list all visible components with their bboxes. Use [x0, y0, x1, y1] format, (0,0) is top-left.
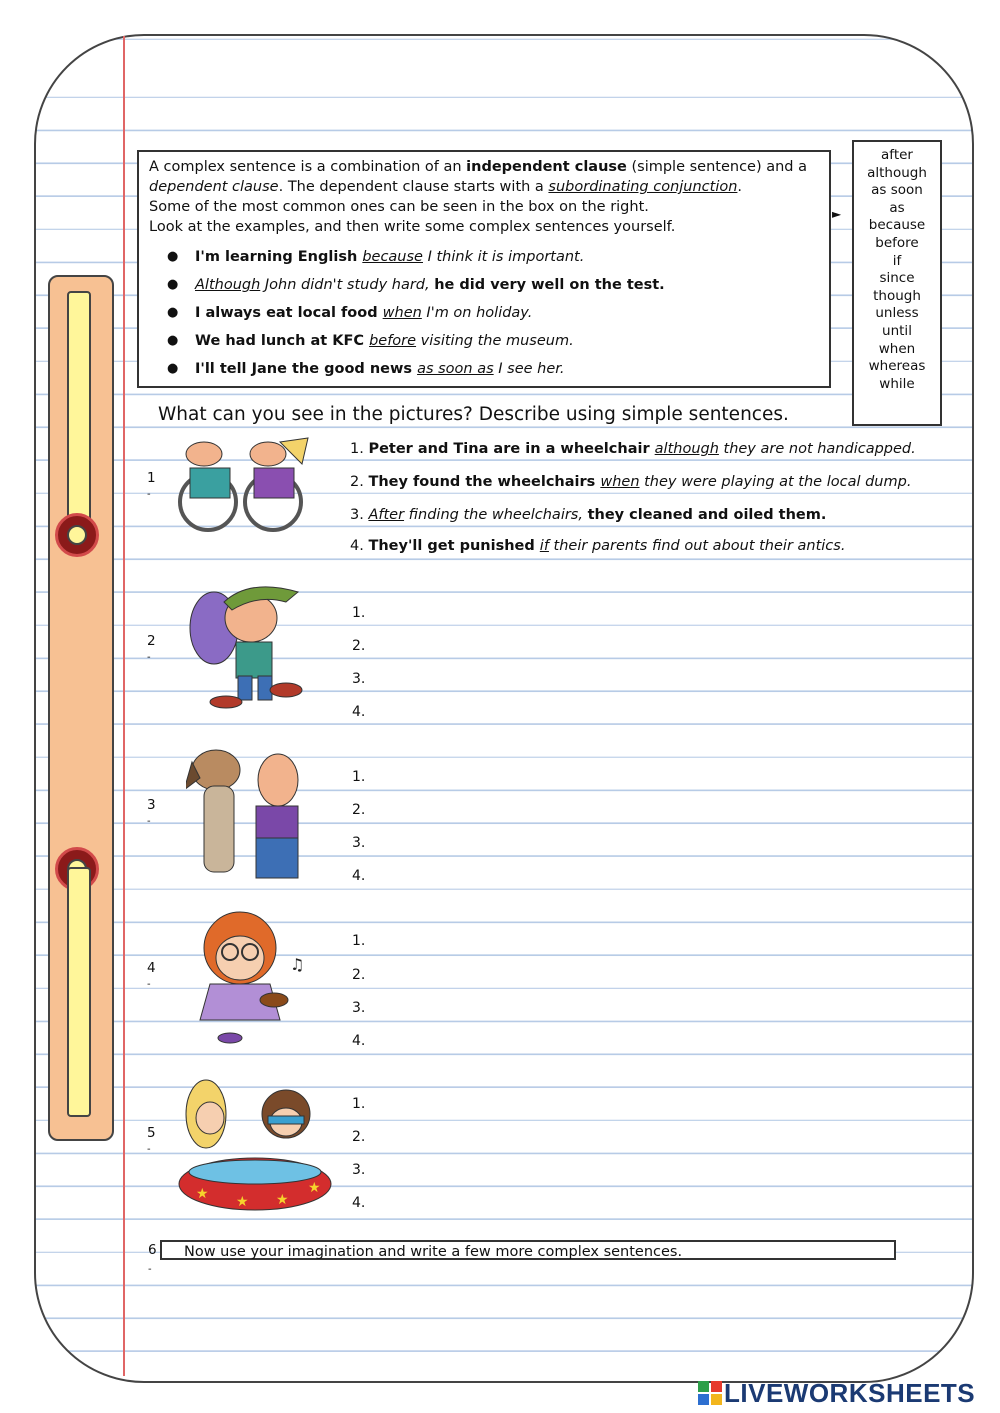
binder-clip — [48, 275, 114, 1141]
conjunction: unless — [875, 305, 919, 322]
intro-line-3: Look at the examples, and then write some complex sentences yourself. — [149, 219, 676, 235]
section-number: 4 - — [147, 960, 156, 990]
conjunction: when — [878, 340, 916, 357]
conjunction: while — [879, 375, 915, 392]
brand-logo: LIVEWORKSHEETS — [698, 1378, 975, 1409]
conjunction: because — [868, 217, 926, 234]
margin-line — [123, 36, 125, 1376]
example-4: ● We had lunch at KFC before visiting the museum. — [149, 327, 819, 355]
dog-and-man-picture — [186, 740, 316, 885]
conjunction: whereas — [868, 358, 926, 375]
conjunction: after — [881, 147, 913, 163]
svg-text:♫: ♫ — [290, 955, 305, 974]
conjunction: before — [875, 234, 919, 251]
answer-label: 4. — [352, 868, 366, 884]
answer-label: 1. — [352, 933, 366, 949]
conjunctions-box — [852, 140, 942, 426]
hiker-boy-picture — [186, 578, 316, 710]
example-1: ● I'm learning English because I think it is important. — [149, 243, 819, 271]
section-number: 6 - — [148, 1242, 157, 1275]
conjunction: though — [873, 287, 921, 304]
final-prompt-box: Now use your imagination and write a few more complex sentences. — [160, 1240, 896, 1260]
svg-text:★: ★ — [308, 1180, 321, 1196]
answer-label: 4. — [352, 1195, 366, 1211]
svg-text:★: ★ — [276, 1192, 289, 1208]
intro-line-2: Some of the most common ones can be seen in the box on the right. — [149, 199, 649, 215]
binder-strip-bottom — [67, 867, 91, 1117]
example-2: ● Although John didn't study hard, he did very well on the test. — [149, 271, 819, 299]
example-sentence-2: 2. They found the wheelchairs when they were playing at the local dump. — [350, 474, 912, 490]
svg-text:★: ★ — [196, 1186, 209, 1202]
section-number: 5 - — [147, 1125, 156, 1155]
conjunction: as — [889, 199, 905, 216]
instructions-heading: What can you see in the pictures? Describe using simple sentences. — [158, 404, 789, 425]
intro-box — [137, 150, 831, 388]
section-number: 2 - — [147, 633, 156, 663]
section-number: 3 - — [147, 797, 156, 827]
conjunction: until — [882, 322, 912, 339]
conjunction: although — [867, 164, 927, 181]
answer-label: 1. — [352, 605, 366, 621]
example-sentence-3: 3. After finding the wheelchairs, they cleaned and oiled them. — [350, 507, 827, 523]
answer-label: 4. — [352, 704, 366, 720]
answer-label: 3. — [352, 1162, 366, 1178]
answer-label: 3. — [352, 671, 366, 687]
binder-ring-top — [55, 513, 99, 557]
example-5: ● I'll tell Jane the good news as soon as I see her. — [149, 355, 819, 383]
arrow-right-icon: ► — [832, 207, 842, 221]
section-number: 1 - — [147, 470, 156, 500]
answer-label: 3. — [352, 835, 366, 851]
conjunction: as soon — [871, 182, 923, 199]
answer-label: 3. — [352, 1000, 366, 1016]
violin-girl-picture — [190, 908, 320, 1046]
binder-strip-top — [67, 291, 91, 535]
example-sentence-4: 4. They'll get punished if their parents find out about their antics. — [350, 538, 846, 554]
answer-label: 2. — [352, 1129, 366, 1145]
example-3: ● I always eat local food when I'm on holiday. — [149, 299, 819, 327]
answer-label: 1. — [352, 769, 366, 785]
conjunction: since — [879, 270, 915, 287]
liveworksheets-logo-icon — [698, 1381, 722, 1405]
answer-label: 1. — [352, 1096, 366, 1112]
intro-paragraph: A complex sentence is a combination of an independent clause (simple sentence) and a dependent clause. The dependent clause starts with a subordinating conjunction. — [149, 159, 808, 195]
wheelchairs-picture — [168, 434, 328, 534]
kids-pool-picture — [176, 1074, 334, 1212]
answer-label: 2. — [352, 802, 366, 818]
answer-label: 2. — [352, 638, 366, 654]
answer-label: 4. — [352, 1033, 366, 1049]
example-sentence-1: 1. Peter and Tina are in a wheelchair although they are not handicapped. — [350, 441, 916, 457]
svg-text:★: ★ — [236, 1194, 249, 1210]
examples-list — [149, 243, 819, 383]
conjunction: if — [892, 252, 902, 269]
answer-label: 2. — [352, 967, 366, 983]
